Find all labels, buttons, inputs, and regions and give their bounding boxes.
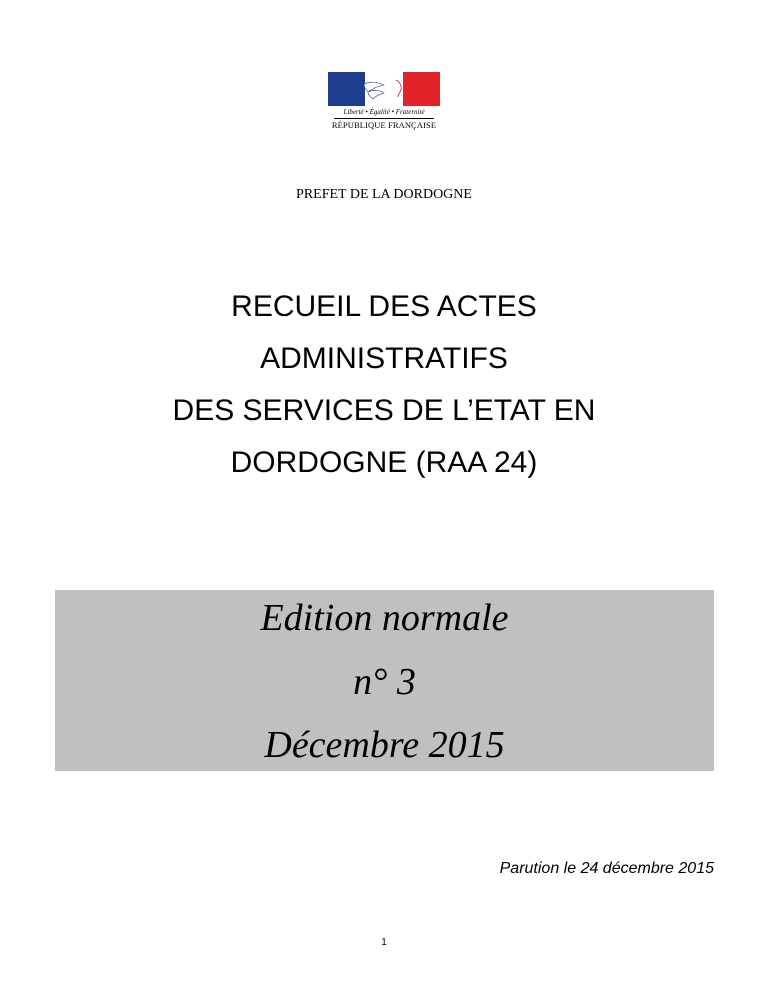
title-line: DES SERVICES DE L’ETAT EN: [172, 394, 596, 427]
edition-panel: [55, 590, 714, 771]
edition-date: Décembre 2015: [264, 724, 505, 766]
page-number: 1: [381, 937, 387, 948]
title-line: RECUEIL DES ACTES: [231, 290, 537, 323]
republique-francaise-logo: [328, 72, 440, 134]
logo-motto: Liberté • Égalité • Fraternité: [343, 108, 425, 116]
marianne-flag-icon: [328, 72, 440, 106]
document-title: [0, 281, 768, 489]
publication-date: Parution le 24 décembre 2015: [499, 860, 714, 877]
logo-republic-text: RÉPUBLIQUE FRANÇAISE: [331, 120, 437, 130]
title-line: DORDOGNE (RAA 24): [230, 446, 538, 479]
title-line: ADMINISTRATIFS: [260, 342, 508, 375]
logo-divider: [334, 118, 434, 119]
prefecture-heading: PREFET DE LA DORDOGNE: [296, 187, 472, 202]
edition-name: Edition normale: [260, 597, 509, 639]
edition-number: n° 3: [353, 661, 416, 703]
